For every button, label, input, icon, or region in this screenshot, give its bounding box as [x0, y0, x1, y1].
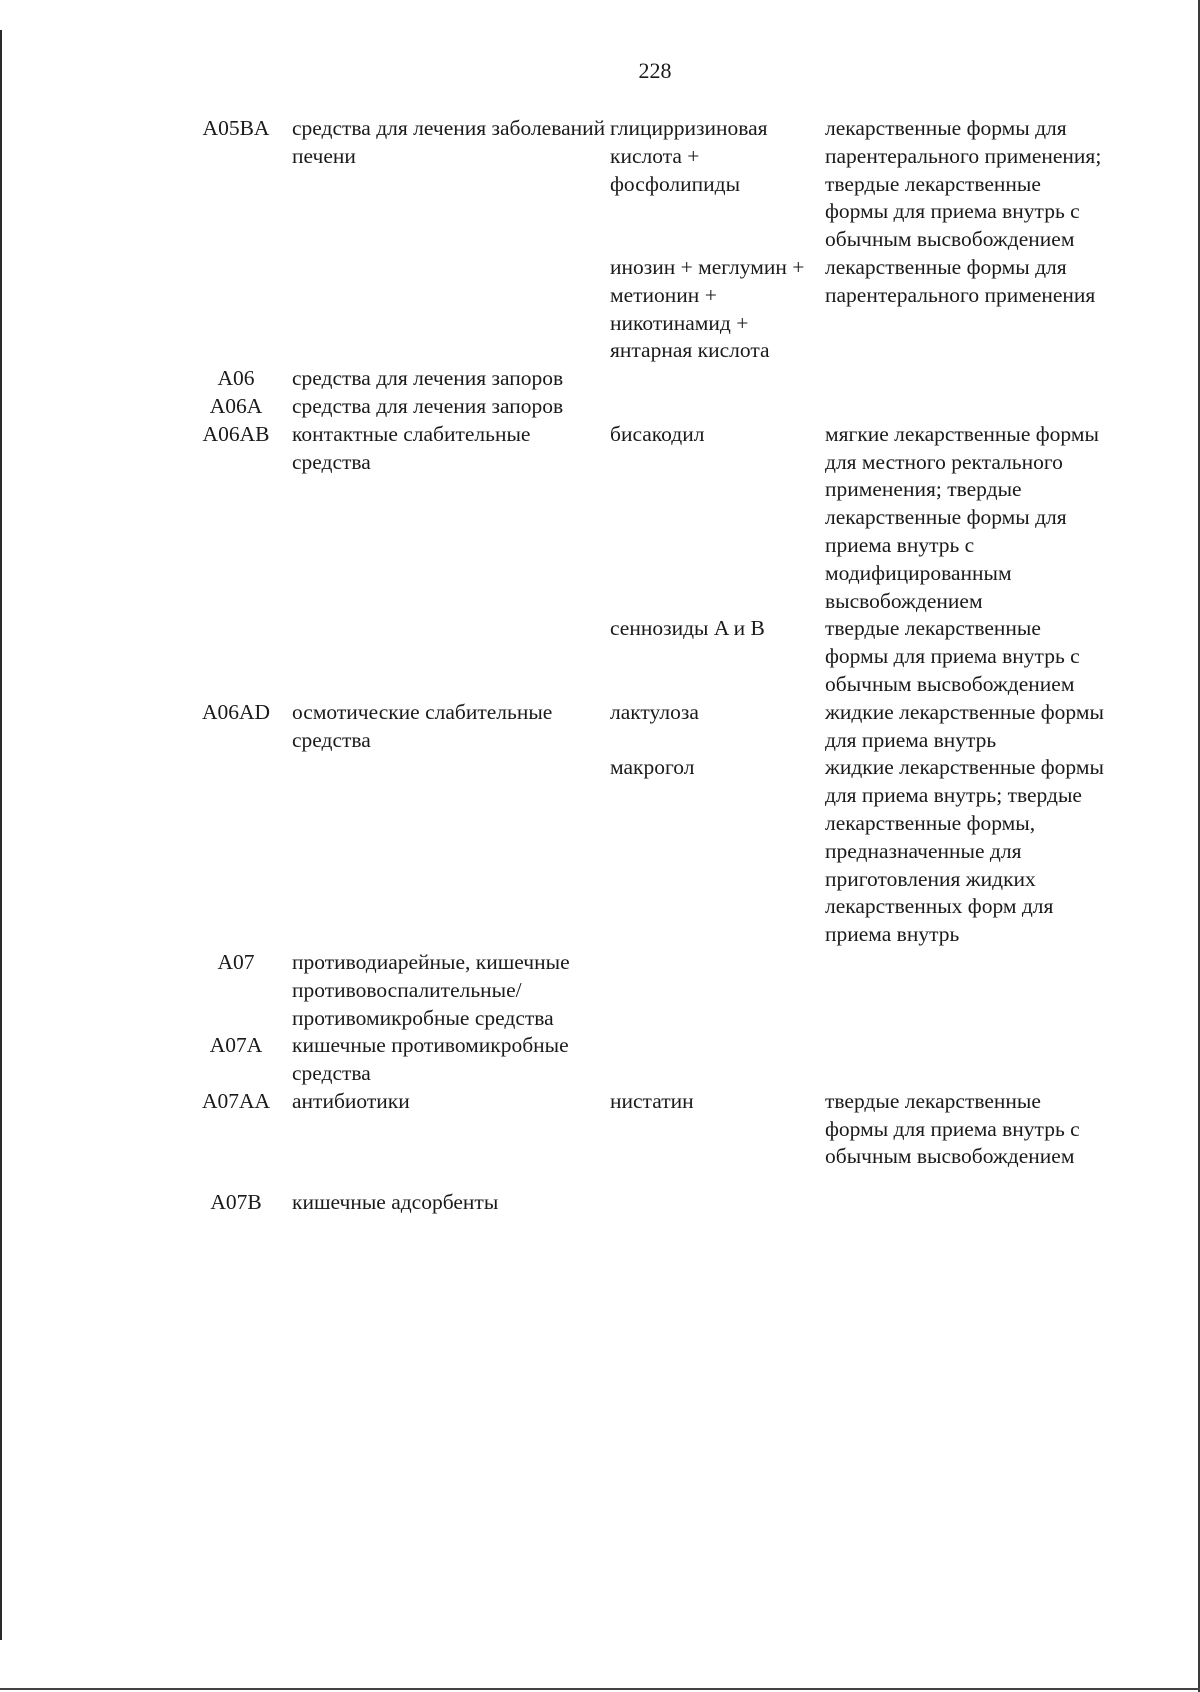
atc-code-cell: A07AA — [201, 1088, 271, 1113]
atc-code-cell: A07 — [217, 949, 255, 974]
group-name-cell: осмотические слабительные средства — [292, 699, 553, 752]
group-name-cell — [292, 254, 610, 365]
group-name-cell — [292, 754, 610, 949]
table-row — [180, 365, 1105, 393]
atc-code-cell: A06A — [209, 393, 263, 418]
drug-name-cell — [610, 393, 825, 421]
dosage-form-cell: мягкие лекарственные формы для местного ректального применения; твердые лекарственные формы для приема внутрь с модифицированным высвобождением — [825, 421, 1099, 613]
dosage-form-cell: твердые лекарственные формы для приема внутрь с обычным высвобождением — [825, 616, 1080, 696]
group-name-cell: контактные слабительные средства — [292, 421, 531, 474]
table-row — [180, 949, 1105, 1032]
group-name-cell — [292, 615, 610, 698]
dosage-form-cell: жидкие лекарственные формы для приема внутрь — [825, 699, 1104, 752]
scan-edge-bottom — [0, 1688, 1200, 1690]
atc-code-cell: A07A — [209, 1033, 263, 1058]
table-row — [180, 421, 1105, 616]
table-row — [180, 1171, 1105, 1217]
atc-code-cell: A06 — [217, 366, 255, 391]
drug-name-cell: сеннозиды A и B — [610, 616, 765, 641]
drug-name-cell: нистатин — [610, 1088, 694, 1113]
drug-name-cell — [610, 1171, 825, 1217]
scan-edge-left — [0, 30, 2, 1640]
group-name-cell: противодиарейные, кишечные противовоспалительные/ противомикробные средства — [292, 949, 570, 1030]
drug-name-cell: бисакодил — [610, 421, 705, 446]
atc-table — [180, 115, 1105, 1217]
dosage-form-cell — [825, 949, 1105, 1032]
drug-name-cell: инозин + меглумин + метионин + никотинамид + янтарная кислота — [610, 254, 805, 363]
table-row — [180, 754, 1105, 949]
dosage-form-cell — [825, 1171, 1105, 1217]
drug-name-cell: лактулоза — [610, 699, 699, 724]
atc-code-cell — [180, 754, 292, 949]
group-name-cell: средства для лечения запоров — [292, 366, 564, 391]
dosage-form-cell: лекарственные формы для парентерального применения — [825, 254, 1096, 307]
drug-name-cell: макрогол — [610, 755, 695, 780]
group-name-cell: кишечные адсорбенты — [292, 1190, 499, 1215]
table-row — [180, 1088, 1105, 1171]
atc-code-cell: A06AD — [201, 699, 271, 724]
dosage-form-cell — [825, 393, 1105, 421]
dosage-form-cell — [825, 365, 1105, 393]
table-row — [180, 1032, 1105, 1088]
table-row — [180, 615, 1105, 698]
group-name-cell: кишечные противомикробные средства — [292, 1033, 569, 1086]
dosage-form-cell: твердые лекарственные формы для приема внутрь с обычным высвобождением — [825, 1088, 1080, 1169]
drug-name-cell — [610, 1032, 825, 1088]
dosage-form-cell — [825, 1032, 1105, 1088]
drug-name-cell: глицирризиновая кислота + фосфолипиды — [610, 116, 768, 196]
atc-code-cell — [180, 254, 292, 365]
drug-name-cell — [610, 949, 825, 1032]
atc-code-cell: A06AB — [202, 421, 270, 446]
table-row — [180, 115, 1105, 254]
dosage-form-cell: жидкие лекарственные формы для приема внутрь; твердые лекарственные формы, предназначенные для приготовления жидких лекарственных форм для приема внутрь — [825, 755, 1104, 947]
table-row — [180, 393, 1105, 421]
group-name-cell: средства для лечения запоров — [292, 393, 564, 418]
group-name-cell: средства для лечения заболеваний печени — [292, 116, 606, 168]
dosage-form-cell: лекарственные формы для парентерального применения; твердые лекарственные формы для приема внутрь с обычным высвобождением — [825, 116, 1102, 252]
group-name-cell: антибиотики — [292, 1088, 410, 1113]
atc-code-cell — [180, 615, 292, 698]
atc-table-body — [180, 115, 1105, 1217]
atc-code-cell: A07B — [210, 1190, 262, 1215]
page-number: 228 — [638, 58, 672, 83]
table-row — [180, 254, 1105, 365]
drug-name-cell — [610, 365, 825, 393]
atc-code-cell: A05BA — [202, 116, 270, 140]
table-row — [180, 699, 1105, 755]
